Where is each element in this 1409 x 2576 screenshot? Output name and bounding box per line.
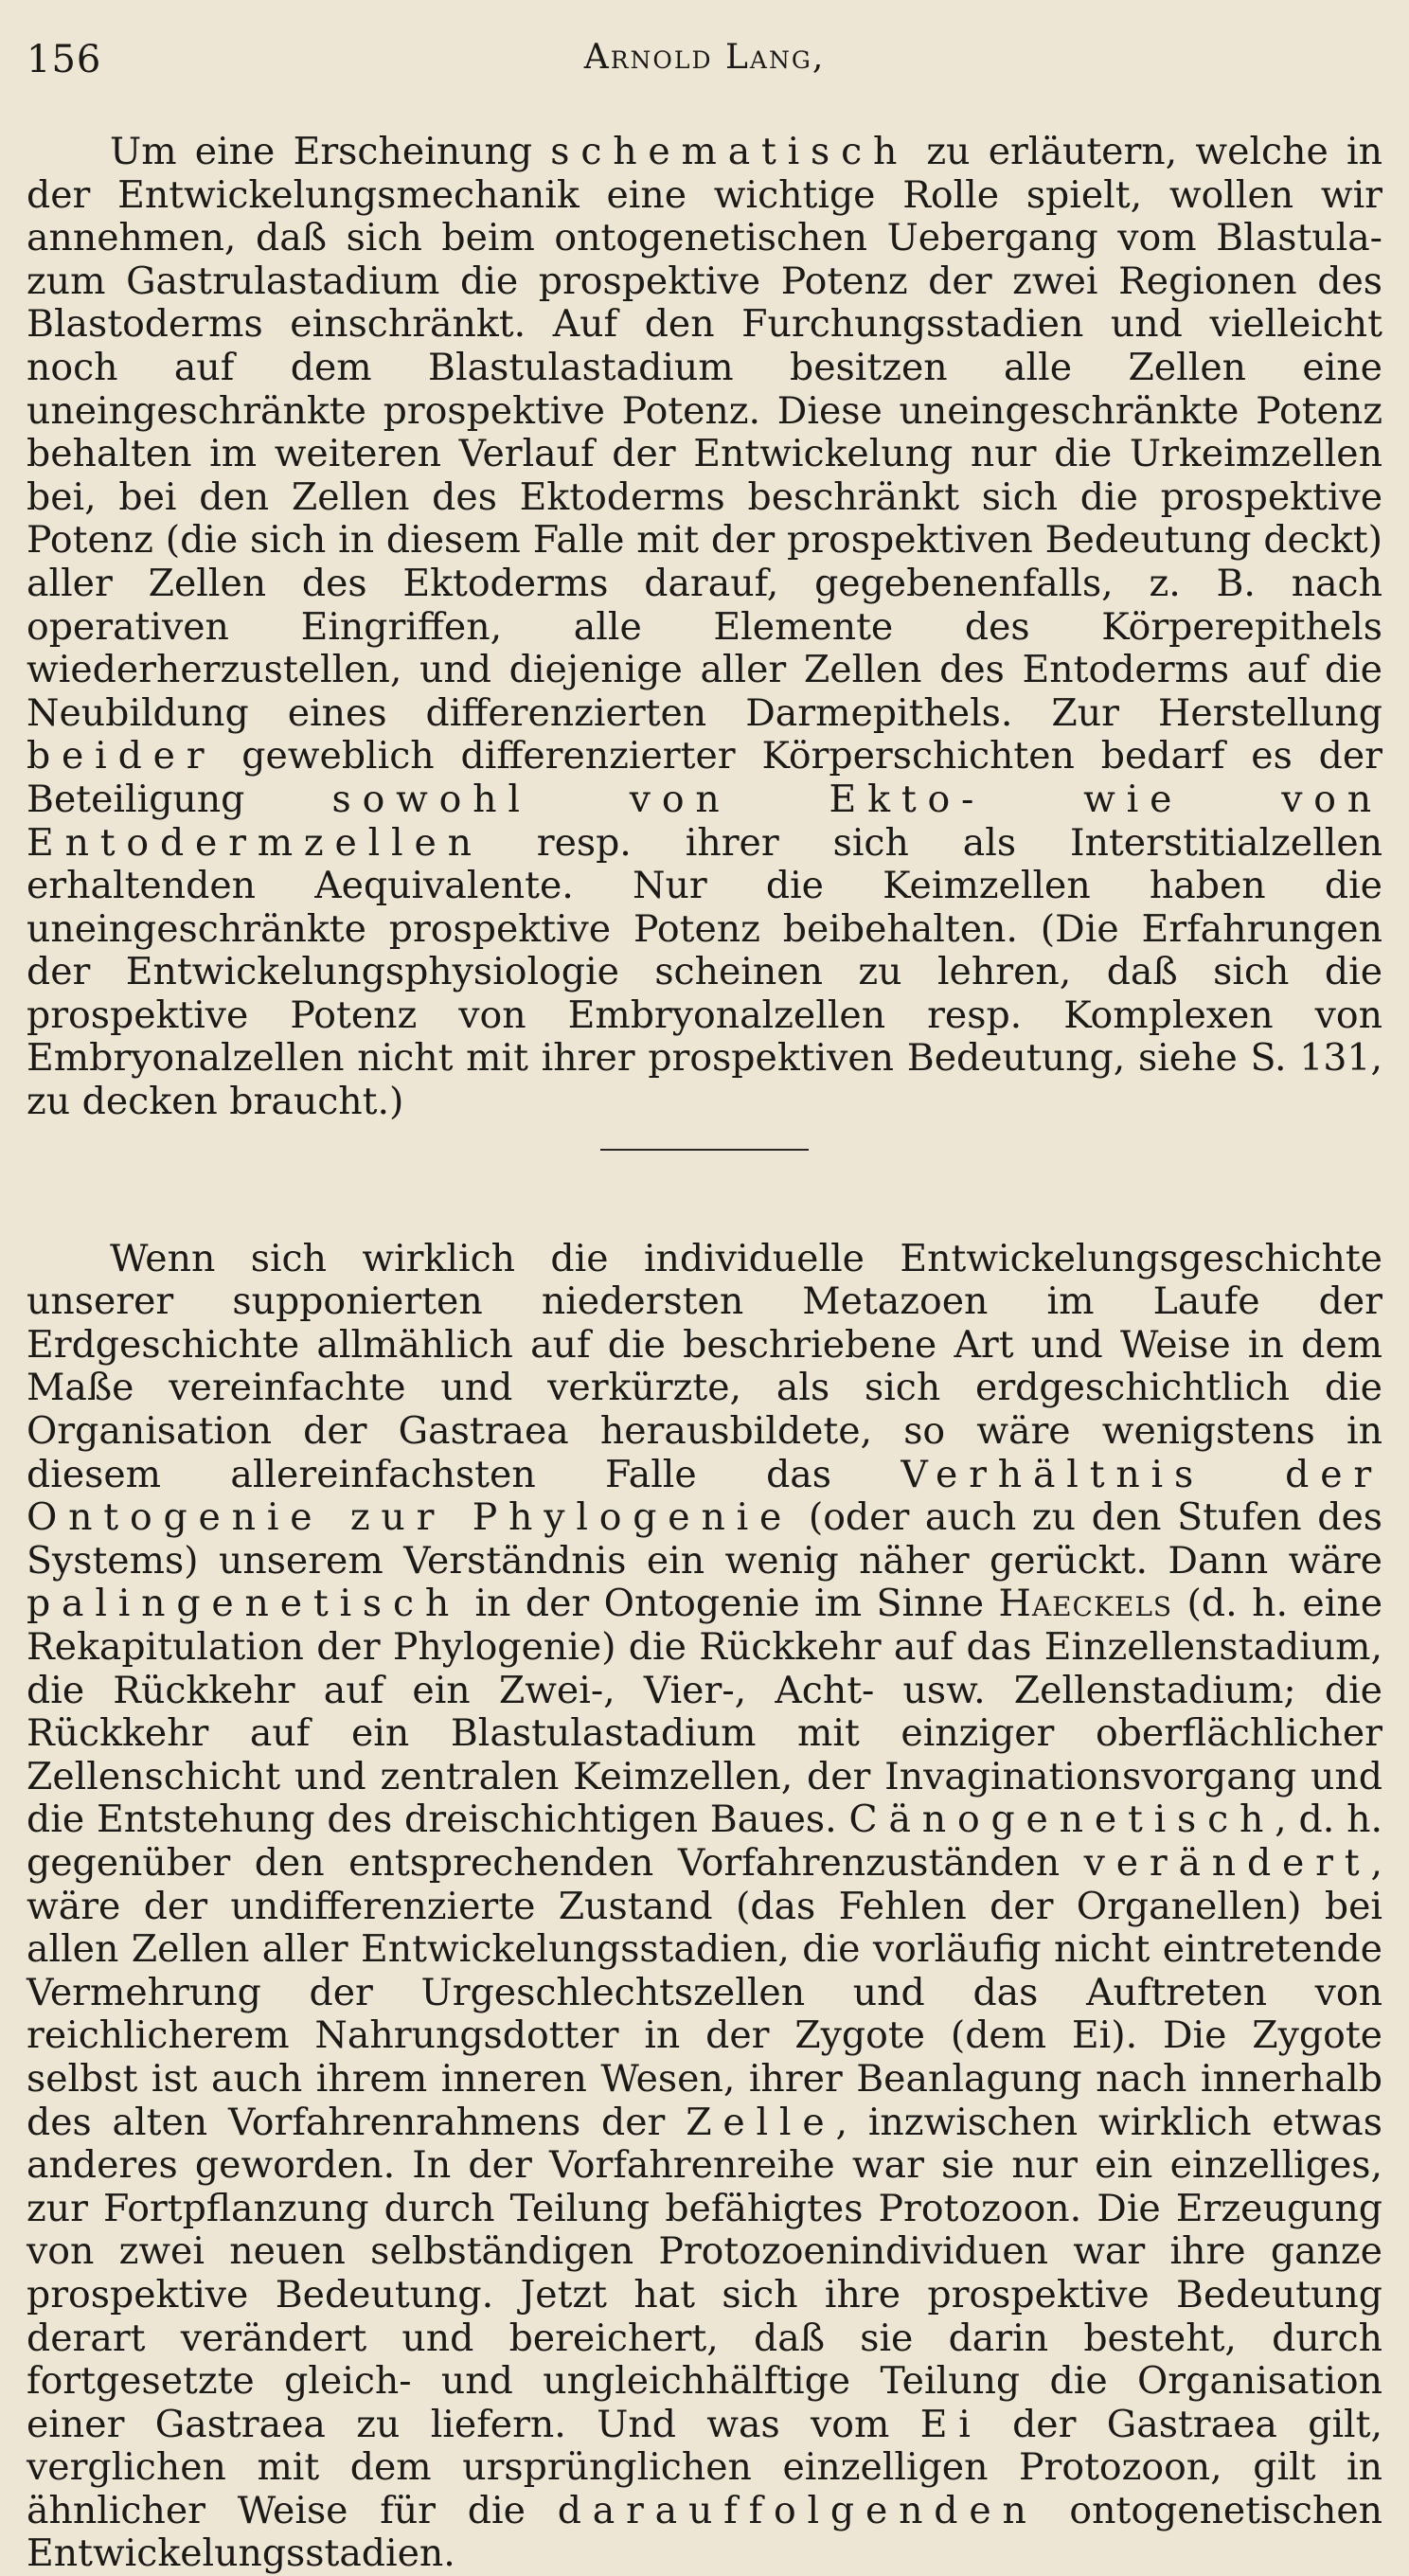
emphasis-zelle: Zelle [686,2100,836,2144]
paragraph-2-text: , wäre der undifferenzierte Zustand (das Fehlen der Organellen) bei allen Zellen aller Entwickelungsstadien, die vorläufig nicht eintretende Vermehrung der Urgeschlechtszellen und das Auftreten von reichlicherem Nahrungsdotter in der Zygote (dem Ei). Die Zygote selbst ist auch ihrem inneren Wesen, ihrer Beanlagung nach innerhalb des alten Vorfahrenrahmens der [27,1840,1382,2144]
paragraph-1-text: Um eine Erscheinung [110,130,551,173]
emphasis-darauffolgenden: darauffolgenden [557,2488,1038,2532]
paragraph-2-text: , inzwischen wirklich etwas anderes geworden. In der Vorfahrenreihe war sie nur ein einzelliges, zur Fortpflanzung durch Teilung befähigtes Protozoon. Die Erzeugung von zwei neuen selbständigen Protozoenindividuen war ihre ganze prospektive Bedeutung. Jetzt hat sich ihre prospektive Bedeutung derart verändert und bereichert, daß sie darin besteht, durch fortgesetzte gleich- und ungleichhälftige Teilung die Organisation einer Gastraea zu liefern. Und was vom [27,2100,1382,2446]
paragraph-1-text: geweblich differenzierter Körperschichten bedarf es der Beteiligung [27,734,1382,821]
paragraph-1-text: resp. ihrer sich als Interstitialzellen erhaltenden Aequivalente. Nur die Keimzellen haben die uneingeschränkte prospektive Potenz beibehalten. (Die Erfahrungen der Entwickelungsphysiologie scheinen zu lehren, daß sich die prospektive Potenz von Embryonalzellen resp. Komplexen von Embryonalzellen nicht mit ihrer prospektiven Bedeutung, siehe S. 131, zu decken braucht.) [27,820,1382,1124]
emphasis-verhaeltnis: Verhältnis der Ontogenie zur Phylogenie [27,1452,1382,1540]
emphasis-veraendert: verändert [1083,1840,1371,1885]
emphasis-palingenetisch: palingenetisch [27,1582,461,1626]
paragraph-2-text: , d. h. gegenüber den entsprechenden Vorfahrenzuständen [27,1798,1382,1885]
emphasis-beider: beider [27,734,216,778]
page-header [27,38,1382,95]
emphasis-schematisch: schematisch [550,130,909,173]
paragraph-2-text: in der Ontogenie im Sinne [460,1582,999,1626]
paragraph-1 [27,131,1382,1124]
author-haeckels: Haeckels [998,1582,1173,1626]
page-number: 156 [27,38,102,81]
emphasis-ei: Ei [919,2402,982,2446]
running-head: Arnold Lang, [583,38,826,77]
body-text [27,131,1382,2576]
paragraph-2-text: (oder auch zu den Stufen des Systems) unserem Verständnis ein wenig näher gerückt. Dann wäre [27,1495,1382,1583]
section-gap [27,1151,1382,1238]
paragraph-2 [27,1238,1382,2576]
paragraph-2-text: der Gastraea gilt, verglichen mit dem ursprünglichen einzelligen Protozoon, gilt in ähnlicher Weise für die [27,2402,1382,2532]
paragraph-1-text: zu erläutern, welche in der Entwickelungsmechanik eine wichtige Rolle spielt, wollen wir annehmen, daß sich beim ontogenetischen Uebergang vom Blastula- zum Gastrulastadium die prospektive Potenz der zwei Regionen des Blastoderms einschränkt. Auf den Furchungsstadien und vielleicht noch auf dem Blastulastadium besitzen alle Zellen eine uneingeschränkte prospektive Potenz. Diese uneingeschränkte Potenz behalten im weiteren Verlauf der Entwickelung nur die Urkeimzellen bei, bei den Zellen des Ektoderms beschränkt sich die prospektive Potenz (die sich in diesem Falle mit der prospektiven Bedeutung deckt) aller Zellen des Ektoderms darauf, gegebenenfalls, z. B. nach operativen Eingriffen, alle Elemente des Körperepithels wiederherzustellen, und diejenige aller Zellen des Entoderms auf die Neubildung eines differenzierten Darmepithels. Zur Herstellung [27,130,1382,735]
paragraph-2-text: ontogenetischen Entwickelungsstadien. [27,2488,1382,2576]
emphasis-sowohl-von-ekto-wie-von-entodermzellen: sowohl von Ekto- wie von Entodermzellen [27,777,1382,865]
paragraph-2-text: (d. h. eine Rekapitulation der Phylogenie) die Rückkehr auf das Einzellenstadium, die Rückkehr auf ein Zwei-, Vier-, Acht- usw. Zellenstadium; die Rückkehr auf ein Blastulastadium mit einziger oberflächlicher Zellenschicht und zentralen Keimzellen, der Invaginationsvorgang und die Entstehung des dreischichtigen Baues. [27,1582,1383,1842]
paragraph-2-text: Wenn sich wirklich die individuelle Entwickelungsgeschichte unserer supponierten niedersten Metazoen im Laufe der Erdgeschichte allmählich auf die beschriebene Art und Weise in dem Maße vereinfachte und verkürzte, als sich erdgeschichtlich die Organisation der Gastraea herausbildete, so wäre wenigstens in diesem allereinfachsten Falle das [27,1236,1382,1496]
emphasis-caenogenetisch: Cänogenetisch [848,1798,1275,1842]
